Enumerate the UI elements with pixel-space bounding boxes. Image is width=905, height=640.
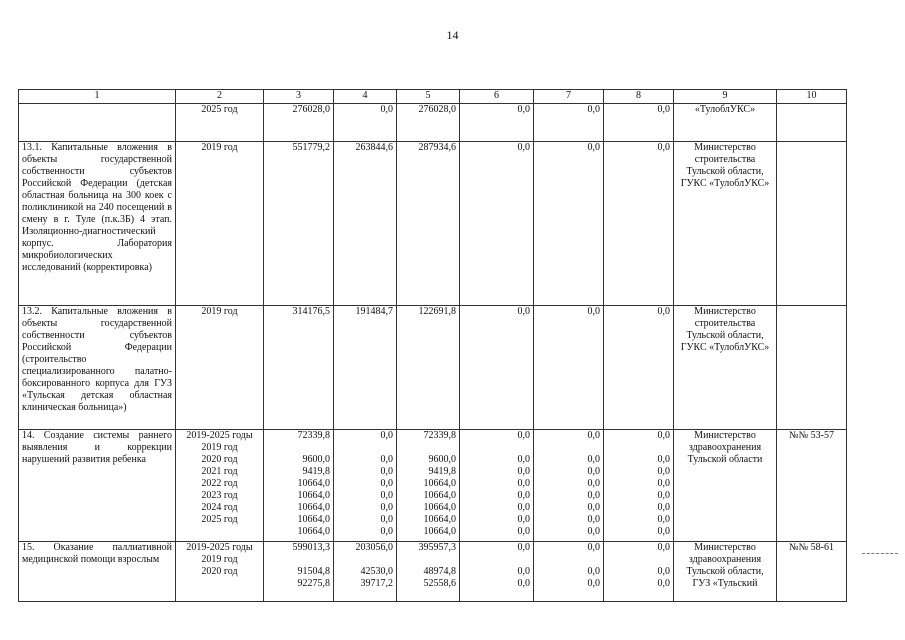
cell-line: 0,0	[587, 454, 600, 465]
amount-cell-c6	[460, 142, 534, 306]
cell-line: 0,0	[587, 502, 600, 513]
cell-line: 10664,0	[423, 478, 456, 489]
cell-line: 2020 год	[201, 566, 238, 577]
cell-line: 0,0	[517, 104, 530, 115]
measure-name-cell	[19, 104, 176, 142]
amount-cell-c5	[397, 430, 460, 542]
cell-line: 203056,0	[355, 542, 393, 553]
cell-line	[267, 554, 330, 566]
cell-line: 9419,8	[302, 466, 330, 477]
cell-line: 2024 год	[201, 502, 238, 513]
cell-line: 0,0	[380, 454, 393, 465]
cell-line: 2019 год	[201, 306, 238, 317]
cell-line: 91504,8	[297, 566, 330, 577]
cell-line	[463, 442, 530, 454]
amount-cell-c4	[334, 306, 397, 430]
measure-name-cell: 13.2. Капитальные вложения в объекты государственной собственности субъектов Российской Федерации (строительство специализированного палатно-боксированного корпуса для ГУЗ «Тульская детская областная клиническая больница»)	[19, 306, 176, 430]
cell-line: 191484,7	[355, 306, 393, 317]
cell-line: 39717,2	[360, 578, 393, 589]
cell-line: 276028,0	[418, 104, 456, 115]
cell-line: 10664,0	[297, 490, 330, 501]
cell-line: 0,0	[657, 478, 670, 489]
cell-line: 10664,0	[423, 502, 456, 513]
cell-line: 9600,0	[428, 454, 456, 465]
cell-line: 0,0	[587, 514, 600, 525]
cell-line: 0,0	[657, 490, 670, 501]
amount-cell-c3	[264, 306, 334, 430]
cell-line	[607, 442, 670, 454]
cell-line: 314176,5	[292, 306, 330, 317]
amount-cell-c4	[334, 142, 397, 306]
amount-cell-c5	[397, 306, 460, 430]
period-cell	[176, 142, 264, 306]
amount-cell-c7	[534, 104, 604, 142]
amount-cell-c3	[264, 104, 334, 142]
amount-cell-c4	[334, 104, 397, 142]
column-header: 2	[176, 90, 264, 104]
cell-line: 2025 год	[201, 104, 238, 115]
executor-cell: Министерство строительства Тульской области, ГУКС «ТулоблУКС»	[674, 306, 777, 430]
cell-line: 0,0	[380, 478, 393, 489]
column-header: 4	[334, 90, 397, 104]
cell-line: 0,0	[657, 454, 670, 465]
measure-name-cell: 13.1. Капитальные вложения в объекты государственной собственности субъектов Российской Федерации (детская областная больница на 300 коек с поликлиникой на 240 посещений в смену в г. Туле (п.к.3Б) 4 этап. Изоляционно-диагностический корпус. Лаборатория микробиологических исследований (корректировка)	[19, 142, 176, 306]
cell-line: 599013,3	[292, 542, 330, 553]
table-row	[19, 104, 847, 142]
period-cell	[176, 104, 264, 142]
cell-line: 0,0	[380, 430, 393, 441]
cell-line: 2019 год	[201, 142, 238, 153]
executor-cell: «ТулоблУКС»	[674, 104, 777, 142]
cell-line: 0,0	[657, 466, 670, 477]
period-cell	[176, 306, 264, 430]
indicator-ref-cell	[777, 306, 847, 430]
cell-line	[337, 554, 393, 566]
cell-line: 395957,3	[418, 542, 456, 553]
amount-cell-c6	[460, 430, 534, 542]
cell-line	[267, 442, 330, 454]
cell-line: 0,0	[517, 514, 530, 525]
amount-cell-c8	[604, 542, 674, 602]
cell-line: 2021 год	[201, 466, 238, 477]
cell-line	[607, 554, 670, 566]
cell-line: 10664,0	[423, 526, 456, 537]
amount-cell-c7	[534, 306, 604, 430]
indicator-ref-cell	[777, 142, 847, 306]
amount-cell-c8	[604, 104, 674, 142]
cell-line: 122691,8	[418, 306, 456, 317]
cell-line: 263844,6	[355, 142, 393, 153]
cell-line: 0,0	[380, 502, 393, 513]
table-row	[19, 430, 847, 542]
cell-line	[337, 442, 393, 454]
cell-line: 0,0	[587, 430, 600, 441]
cell-line: 0,0	[517, 578, 530, 589]
column-header: 10	[777, 90, 847, 104]
cell-line: 2019-2025 годы	[186, 542, 253, 553]
period-cell	[176, 430, 264, 542]
cell-line: 10664,0	[297, 526, 330, 537]
cell-line	[537, 442, 600, 454]
measure-name-cell: 14. Создание системы раннего выявления и коррекции нарушений развития ребенка	[19, 430, 176, 542]
amount-cell-c4	[334, 430, 397, 542]
cell-line: 42530,0	[360, 566, 393, 577]
cell-line: 0,0	[657, 514, 670, 525]
amount-cell-c8	[604, 306, 674, 430]
cell-line	[537, 554, 600, 566]
indicator-ref-cell: №№ 58-61	[777, 542, 847, 602]
cell-line: 0,0	[517, 430, 530, 441]
cell-line: 0,0	[657, 502, 670, 513]
cell-line: 2023 год	[201, 490, 238, 501]
cell-line: 48974,8	[423, 566, 456, 577]
cell-line: 0,0	[517, 454, 530, 465]
cell-line: 0,0	[587, 490, 600, 501]
cell-line: 2019 год	[201, 442, 238, 453]
cell-line: 0,0	[380, 514, 393, 525]
amount-cell-c5	[397, 104, 460, 142]
cell-line: 0,0	[517, 306, 530, 317]
amount-cell-c4	[334, 542, 397, 602]
cell-line: 0,0	[587, 104, 600, 115]
column-header: 7	[534, 90, 604, 104]
amount-cell-c8	[604, 142, 674, 306]
margin-dash-mark	[862, 553, 898, 554]
cell-line: 0,0	[587, 578, 600, 589]
amount-cell-c7	[534, 430, 604, 542]
cell-line: 72339,8	[423, 430, 456, 441]
cell-line: 551779,2	[292, 142, 330, 153]
cell-line: 0,0	[517, 490, 530, 501]
cell-line: 0,0	[380, 526, 393, 537]
executor-cell: Министерство строительства Тульской области, ГУКС «ТулоблУКС»	[674, 142, 777, 306]
cell-line: 9600,0	[302, 454, 330, 465]
cell-line: 0,0	[587, 142, 600, 153]
cell-line: 0,0	[657, 430, 670, 441]
cell-line	[400, 554, 456, 566]
cell-line: 0,0	[517, 542, 530, 553]
column-header: 6	[460, 90, 534, 104]
amount-cell-c6	[460, 306, 534, 430]
amount-cell-c3	[264, 430, 334, 542]
cell-line: 0,0	[587, 566, 600, 577]
cell-line: 0,0	[380, 104, 393, 115]
indicator-ref-cell	[777, 104, 847, 142]
cell-line: 0,0	[657, 526, 670, 537]
cell-line: 0,0	[657, 542, 670, 553]
table-row	[19, 142, 847, 306]
cell-line: 0,0	[517, 478, 530, 489]
cell-line: 0,0	[657, 104, 670, 115]
cell-line: 0,0	[587, 466, 600, 477]
cell-line: 10664,0	[297, 478, 330, 489]
cell-line: 72339,8	[297, 430, 330, 441]
column-header: 3	[264, 90, 334, 104]
cell-line	[400, 442, 456, 454]
cell-line: 2019 год	[201, 554, 238, 565]
executor-cell: Министерство здравоохранения Тульской области	[674, 430, 777, 542]
amount-cell-c7	[534, 542, 604, 602]
cell-line: 10664,0	[423, 514, 456, 525]
amount-cell-c5	[397, 142, 460, 306]
cell-line: 0,0	[517, 466, 530, 477]
cell-line: 92275,8	[297, 578, 330, 589]
period-cell	[176, 542, 264, 602]
cell-line	[463, 554, 530, 566]
cell-line: 0,0	[657, 142, 670, 153]
cell-line: 0,0	[587, 526, 600, 537]
cell-line: 0,0	[587, 306, 600, 317]
executor-cell: Министерство здравоохранения Тульской области, ГУЗ «Тульский	[674, 542, 777, 602]
cell-line: 52558,6	[423, 578, 456, 589]
program-table	[18, 89, 847, 602]
cell-line: 0,0	[587, 542, 600, 553]
cell-line: 2025 год	[201, 514, 238, 525]
cell-line: 2020 год	[201, 454, 238, 465]
cell-line: 0,0	[380, 490, 393, 501]
cell-line: 276028,0	[292, 104, 330, 115]
column-header: 9	[674, 90, 777, 104]
cell-line: 9419,8	[428, 466, 456, 477]
column-number-row	[19, 90, 847, 104]
cell-line: 0,0	[517, 142, 530, 153]
cell-line: 0,0	[380, 466, 393, 477]
cell-line: 2019-2025 годы	[186, 430, 253, 441]
amount-cell-c8	[604, 430, 674, 542]
page-number: 14	[446, 28, 459, 42]
measure-name-cell: 15. Оказание паллиативной медицинской помощи взрослым	[19, 542, 176, 602]
cell-line: 2022 год	[201, 478, 238, 489]
amount-cell-c5	[397, 542, 460, 602]
cell-line: 0,0	[517, 566, 530, 577]
column-header: 5	[397, 90, 460, 104]
amount-cell-c3	[264, 142, 334, 306]
amount-cell-c6	[460, 542, 534, 602]
table-row	[19, 542, 847, 602]
cell-line: 0,0	[657, 578, 670, 589]
cell-line: 10664,0	[297, 514, 330, 525]
table-row	[19, 306, 847, 430]
indicator-ref-cell: №№ 53-57	[777, 430, 847, 542]
column-header: 1	[19, 90, 176, 104]
column-header: 8	[604, 90, 674, 104]
amount-cell-c3	[264, 542, 334, 602]
cell-line: 0,0	[657, 306, 670, 317]
amount-cell-c6	[460, 104, 534, 142]
cell-line: 0,0	[517, 526, 530, 537]
cell-line: 0,0	[517, 502, 530, 513]
cell-line: 0,0	[587, 478, 600, 489]
cell-line: 287934,6	[418, 142, 456, 153]
cell-line: 10664,0	[297, 502, 330, 513]
cell-line: 0,0	[657, 566, 670, 577]
cell-line: 10664,0	[423, 490, 456, 501]
amount-cell-c7	[534, 142, 604, 306]
